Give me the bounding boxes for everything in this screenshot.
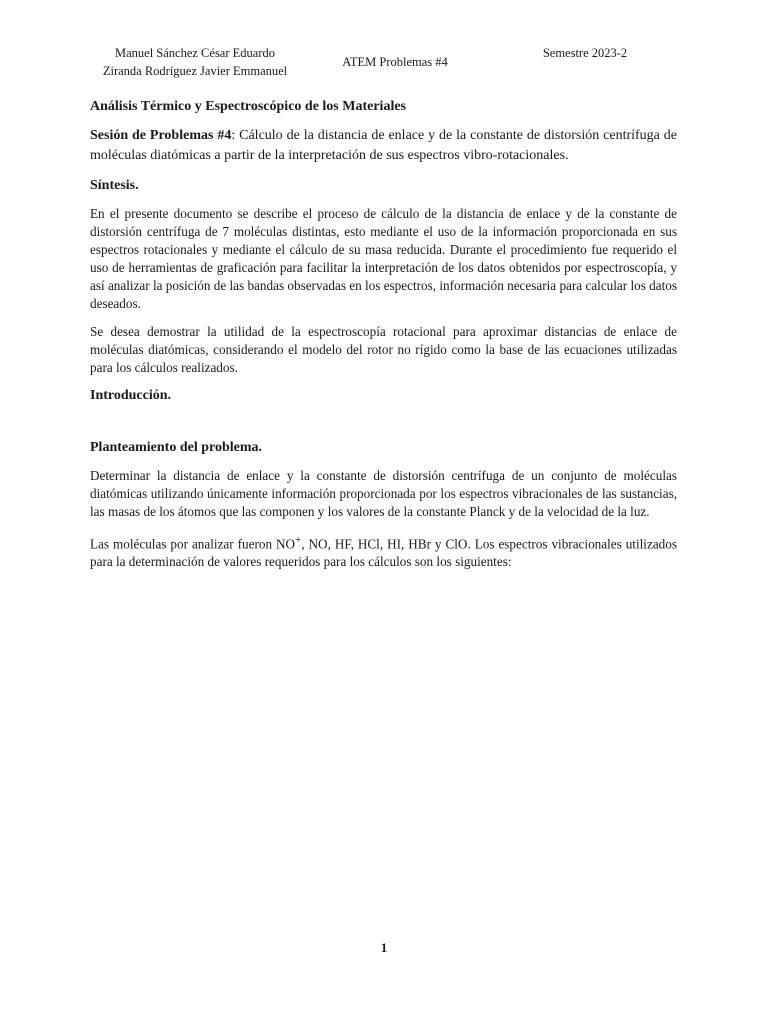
session-text: : Cálculo de la distancia de enlace y de la constante de distorsión centrífuga de moléculas diatómicas a partir de la interpretación de sus espectros vibro-rotacionales.: [90, 128, 677, 163]
course-label: ATEM Problemas #4: [342, 55, 448, 69]
synthesis-paragraph: Se desea demostrar la utilidad de la espectroscopía rotacional para aproximar distancias de enlace de moléculas diatómicas, considerando el modelo del rotor no rígido como la base de las ecuaciones utilizadas para los cálculos realizados.: [90, 324, 677, 375]
empty-section-space: [90, 415, 677, 439]
session-description: [90, 126, 677, 165]
introduction-heading: Introducción.: [90, 388, 172, 403]
document-body: [90, 98, 677, 581]
authors-block: [90, 44, 300, 80]
semester-label: Semestre 2023-2: [542, 46, 628, 60]
page-number: 1: [380, 940, 388, 955]
synthesis-paragraph: En el presente documento se describe el proceso de cálculo de la distancia de enlace y de la constante de distorsión centrífuga de 7 moléculas distintas, esto mediante el uso de la información proporcionada en sus espectros rotacionales y mediante el cálculo de su masa reducida. Durante el procedimiento fue requerido el uso de herramientas de graficación para facilitar la interpretación de los datos obtenidos por espectroscopía, y así analizar la posición de las bandas observadas en los espectros, información necesaria para calcular los datos deseados.: [90, 206, 677, 311]
problem-paragraph: [90, 531, 677, 571]
molecules-text-start: Las moléculas por analizar fueron NO: [90, 536, 296, 552]
charge-superscript: +: [295, 534, 302, 546]
problem-paragraph: Determinar la distancia de enlace y la constante de distorsión centrífuga de un conjunto de moléculas diatómicas utilizando únicamente información proporcionada por los espectros vibracionales de las sustancias, las masas de los átomos que las componen y los valores de la constante Planck y de la velocidad de la luz.: [90, 468, 677, 519]
author-name: Ziranda Rodríguez Javier Emmanuel: [102, 64, 288, 78]
molecules-text-end: , NO, HF, HCl, HI, HBr y ClO. Los espectros vibracionales utilizados para la determinación de valores requeridos para los cálculos son los siguientes:: [90, 536, 677, 570]
author-name: Manuel Sánchez César Eduardo: [114, 46, 275, 60]
document-title: Análisis Térmico y Espectroscópico de los Materiales: [90, 99, 406, 114]
problem-heading: Planteamiento del problema.: [90, 440, 263, 455]
session-label: Sesión de Problemas #4: [90, 128, 232, 143]
synthesis-heading: Síntesis.: [90, 178, 139, 193]
